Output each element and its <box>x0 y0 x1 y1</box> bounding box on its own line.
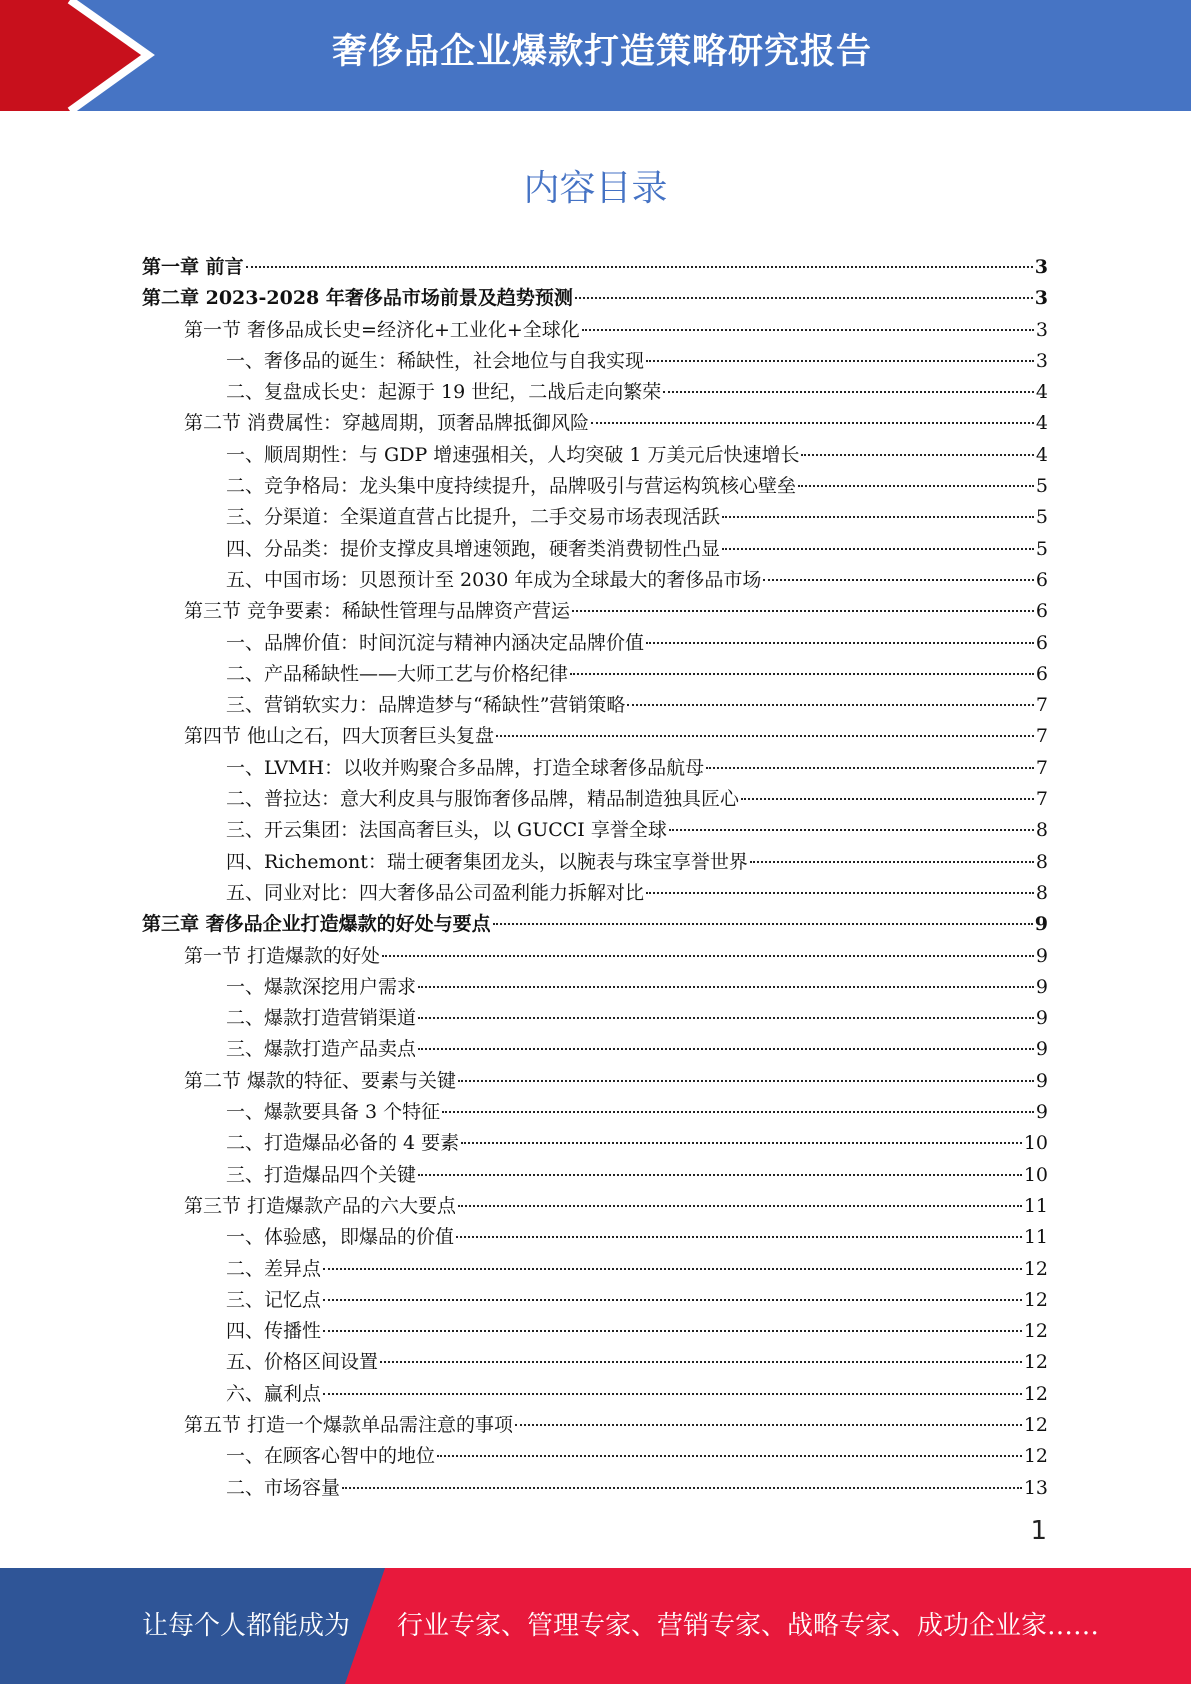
toc-dot-leader <box>591 422 1034 424</box>
toc-entry-page: 6 <box>1035 568 1048 591</box>
toc-dot-leader <box>246 266 1033 268</box>
toc-entry[interactable] <box>142 1379 1048 1410</box>
toc-entry-page: 3 <box>1035 318 1048 341</box>
toc-entry[interactable] <box>142 1316 1048 1347</box>
toc-entry-title: 第三节 打造爆款产品的六大要点 <box>184 1194 457 1217</box>
toc-dot-leader <box>646 642 1034 644</box>
toc-dot-leader <box>570 673 1034 675</box>
toc-entry-title: 三、分渠道：全渠道直营占比提升，二手交易市场表现活跃 <box>226 506 721 529</box>
footer-banner <box>0 1568 1191 1684</box>
toc-entry[interactable] <box>142 315 1048 346</box>
toc-entry[interactable] <box>142 408 1048 439</box>
toc-dot-leader <box>669 829 1034 831</box>
toc-entry-page: 9 <box>1035 944 1048 967</box>
toc-dot-leader <box>706 767 1034 769</box>
toc-entry-title: 第三节 竞争要素：稀缺性管理与品牌资产营运 <box>184 600 571 623</box>
toc-dot-leader <box>323 1330 1022 1332</box>
toc-entry-page: 9 <box>1035 1069 1048 1092</box>
toc-entry-page: 12 <box>1023 1351 1048 1374</box>
toc-entry-title: 五、中国市场：贝恩预计至 2030 年成为全球最大的奢侈品市场 <box>226 568 762 591</box>
toc-dot-leader <box>323 1393 1022 1395</box>
toc-dot-leader <box>418 986 1034 988</box>
toc-entry[interactable] <box>142 972 1048 1003</box>
toc-entry-page: 8 <box>1035 881 1048 904</box>
header-banner <box>0 0 1191 111</box>
toc-entry-title: 第三章 奢侈品企业打造爆款的好处与要点 <box>142 913 491 936</box>
toc-entry-page: 3 <box>1034 256 1048 278</box>
toc-entry-title: 第二节 爆款的特征、要素与关键 <box>184 1069 457 1092</box>
toc-dot-leader <box>418 1048 1034 1050</box>
toc-entry-page: 9 <box>1035 1007 1048 1030</box>
toc-entry-page: 12 <box>1023 1445 1048 1468</box>
toc-dot-leader <box>763 579 1033 581</box>
toc-entry-title: 一、爆款深挖用户需求 <box>226 975 417 998</box>
toc-entry-title: 五、价格区间设置 <box>226 1351 379 1374</box>
toc-entry[interactable] <box>142 1160 1048 1191</box>
toc-dot-leader <box>801 454 1033 456</box>
toc-dot-leader <box>627 704 1033 706</box>
toc-entry-page: 7 <box>1035 694 1048 717</box>
toc-dot-leader <box>515 1424 1022 1426</box>
toc-entry-page: 11 <box>1023 1194 1048 1217</box>
toc-entry-title: 三、爆款打造产品卖点 <box>226 1038 417 1061</box>
toc-dot-leader <box>461 1142 1022 1144</box>
toc-entry-page: 6 <box>1035 631 1048 654</box>
toc-dot-leader <box>722 548 1034 550</box>
toc-entry-page: 7 <box>1035 725 1048 748</box>
toc-entry-title: 一、在顾客心智中的地位 <box>226 1445 436 1468</box>
toc-entry-title: 四、分品类：提价支撑皮具增速领跑，硬奢类消费韧性凸显 <box>226 537 721 560</box>
toc-entry[interactable] <box>142 252 1048 283</box>
toc-entry-page: 11 <box>1023 1226 1048 1249</box>
toc-entry[interactable] <box>142 1473 1048 1504</box>
toc-dot-leader <box>418 1174 1022 1176</box>
toc-entry-title: 一、奢侈品的诞生：稀缺性，社会地位与自我实现 <box>226 349 645 372</box>
toc-entry[interactable] <box>142 534 1048 565</box>
toc-entry[interactable] <box>142 1003 1048 1034</box>
toc-entry-page: 6 <box>1035 662 1048 685</box>
toc-dot-leader <box>741 798 1034 800</box>
toc-entry[interactable] <box>142 471 1048 502</box>
toc-entry[interactable] <box>142 565 1048 596</box>
toc-entry[interactable] <box>142 909 1048 940</box>
toc-entry-page: 12 <box>1023 1320 1048 1343</box>
toc-entry-page: 12 <box>1023 1382 1048 1405</box>
toc-entry[interactable] <box>142 1191 1048 1222</box>
toc-entry[interactable] <box>142 1410 1048 1441</box>
toc-entry-page: 9 <box>1034 913 1048 936</box>
toc-entry-title: 二、产品稀缺性——大师工艺与价格纪律 <box>226 662 569 685</box>
toc-dot-leader <box>663 391 1034 393</box>
toc-entry-title: 五、同业对比：四大奢侈品公司盈利能力拆解对比 <box>226 881 645 904</box>
toc-entry[interactable] <box>142 346 1048 377</box>
toc-entry-title: 二、普拉达：意大利皮具与服饰奢侈品牌，精品制造独具匠心 <box>226 788 740 811</box>
toc-entry-title: 二、竞争格局：龙头集中度持续提升，品牌吸引与营运构筑核心壁垒 <box>226 475 797 498</box>
toc-entry[interactable] <box>142 1285 1048 1316</box>
toc-entry-title: 第二节 消费属性：穿越周期，顶奢品牌抵御风险 <box>184 412 590 435</box>
toc-entry-title: 第一节 奢侈品成长史=经济化+工业化+全球化 <box>184 318 580 341</box>
toc-entry-page: 3 <box>1035 349 1048 372</box>
toc-entry-title: 第一节 打造爆款的好处 <box>184 944 381 967</box>
table-of-contents <box>142 252 1048 1504</box>
toc-entry[interactable] <box>142 721 1048 752</box>
toc-entry-page: 12 <box>1023 1257 1048 1280</box>
toc-dot-leader <box>750 861 1034 863</box>
toc-dot-leader <box>722 516 1034 518</box>
toc-entry[interactable] <box>142 878 1048 909</box>
toc-dot-leader <box>380 1361 1022 1363</box>
toc-entry[interactable] <box>142 941 1048 972</box>
toc-entry-title: 一、体验感，即爆品的价值 <box>226 1226 455 1249</box>
toc-entry[interactable] <box>142 1222 1048 1253</box>
toc-entry-title: 二、差异点 <box>226 1257 322 1280</box>
toc-entry-page: 3 <box>1034 287 1048 310</box>
toc-entry-page: 13 <box>1023 1476 1048 1499</box>
toc-entry-title: 一、顺周期性：与 GDP 增速强相关，人均突破 1 万美元后快速增长 <box>226 443 800 466</box>
toc-entry[interactable] <box>142 784 1048 815</box>
toc-entry-title: 第四节 他山之石，四大顶奢巨头复盘 <box>184 725 495 748</box>
toc-entry-page: 7 <box>1035 788 1048 811</box>
toc-entry[interactable] <box>142 847 1048 878</box>
footer-slogan-right: 行业专家、管理专家、营销专家、战略专家、成功企业家…… <box>397 1611 1100 1641</box>
toc-entry-title: 二、爆款打造营销渠道 <box>226 1007 417 1030</box>
toc-entry-page: 10 <box>1023 1132 1048 1155</box>
toc-entry[interactable] <box>142 1347 1048 1378</box>
toc-dot-leader <box>575 297 1033 299</box>
toc-entry[interactable] <box>142 596 1048 627</box>
toc-dot-leader <box>646 360 1034 362</box>
toc-entry-title: 三、打造爆品四个关键 <box>226 1163 417 1186</box>
toc-entry-page: 4 <box>1035 443 1048 466</box>
toc-entry-page: 9 <box>1035 1101 1048 1124</box>
toc-entry-title: 一、爆款要具备 3 个特征 <box>226 1101 441 1124</box>
toc-dot-leader <box>382 955 1034 957</box>
toc-entry-page: 12 <box>1023 1288 1048 1311</box>
toc-entry[interactable] <box>142 1441 1048 1472</box>
toc-dot-leader <box>342 1487 1022 1489</box>
toc-entry-page: 12 <box>1023 1413 1048 1436</box>
toc-entry[interactable] <box>142 628 1048 659</box>
toc-entry-page: 9 <box>1035 975 1048 998</box>
toc-entry-page: 6 <box>1035 600 1048 623</box>
toc-entry-page: 9 <box>1035 1038 1048 1061</box>
toc-entry[interactable] <box>142 1254 1048 1285</box>
toc-entry-page: 4 <box>1035 381 1048 404</box>
toc-dot-leader <box>493 923 1033 925</box>
toc-entry[interactable] <box>142 283 1048 314</box>
toc-dot-leader <box>458 1205 1022 1207</box>
toc-dot-leader <box>442 1111 1034 1113</box>
toc-entry-page: 5 <box>1035 506 1048 529</box>
toc-heading: 内容目录 <box>523 168 668 209</box>
page-number: 1 <box>1030 1516 1047 1546</box>
toc-dot-leader <box>437 1455 1022 1457</box>
toc-entry-title: 三、记忆点 <box>226 1288 322 1311</box>
toc-entry-title: 二、打造爆品必备的 4 要素 <box>226 1132 460 1155</box>
toc-entry-title: 二、市场容量 <box>226 1476 341 1499</box>
toc-entry[interactable] <box>142 690 1048 721</box>
toc-entry-page: 10 <box>1023 1163 1048 1186</box>
toc-entry-title: 第二章 2023-2028 年奢侈品市场前景及趋势预测 <box>142 287 573 310</box>
report-title: 奢侈品企业爆款打造策略研究报告 <box>332 32 873 72</box>
toc-entry[interactable] <box>142 1097 1048 1128</box>
toc-entry-page: 8 <box>1035 850 1048 873</box>
toc-entry[interactable] <box>142 377 1048 408</box>
toc-entry-title: 四、Richemont：瑞士硬奢集团龙头，以腕表与珠宝享誉世界 <box>226 850 748 873</box>
toc-entry[interactable] <box>142 1128 1048 1159</box>
toc-entry-title: 第五节 打造一个爆款单品需注意的事项 <box>184 1413 514 1436</box>
toc-entry[interactable] <box>142 659 1048 690</box>
toc-dot-leader <box>646 892 1034 894</box>
toc-entry[interactable] <box>142 1066 1048 1097</box>
toc-dot-leader <box>458 1080 1034 1082</box>
toc-entry-title: 三、营销软实力：品牌造梦与“稀缺性”营销策略 <box>226 694 626 717</box>
toc-entry-page: 7 <box>1035 756 1048 779</box>
toc-dot-leader <box>572 610 1034 612</box>
toc-entry-title: 三、开云集团：法国高奢巨头，以 GUCCI 享誉全球 <box>226 819 667 842</box>
toc-dot-leader <box>496 735 1034 737</box>
toc-entry[interactable] <box>142 753 1048 784</box>
toc-dot-leader <box>323 1268 1022 1270</box>
toc-entry[interactable] <box>142 502 1048 533</box>
toc-entry-page: 4 <box>1035 412 1048 435</box>
toc-dot-leader <box>418 1017 1034 1019</box>
toc-entry-title: 六、赢利点 <box>226 1382 322 1405</box>
toc-entry-title: 二、复盘成长史：起源于 19 世纪，二战后走向繁荣 <box>226 381 662 404</box>
footer-slogan-left: 让每个人都能成为 <box>142 1611 351 1641</box>
toc-dot-leader <box>456 1236 1022 1238</box>
toc-dot-leader <box>323 1299 1022 1301</box>
toc-entry[interactable] <box>142 1034 1048 1065</box>
toc-entry-title: 第一章 前言 <box>142 256 244 278</box>
toc-entry[interactable] <box>142 440 1048 471</box>
toc-entry-page: 5 <box>1035 475 1048 498</box>
toc-dot-leader <box>798 485 1034 487</box>
toc-entry-title: 一、品牌价值：时间沉淀与精神内涵决定品牌价值 <box>226 631 645 654</box>
toc-entry-page: 8 <box>1035 819 1048 842</box>
toc-entry-title: 四、传播性 <box>226 1320 322 1343</box>
toc-entry-page: 5 <box>1035 537 1048 560</box>
toc-entry-title: 一、LVMH：以收并购聚合多品牌，打造全球奢侈品航母 <box>226 756 705 779</box>
toc-entry[interactable] <box>142 815 1048 846</box>
toc-dot-leader <box>582 329 1034 331</box>
